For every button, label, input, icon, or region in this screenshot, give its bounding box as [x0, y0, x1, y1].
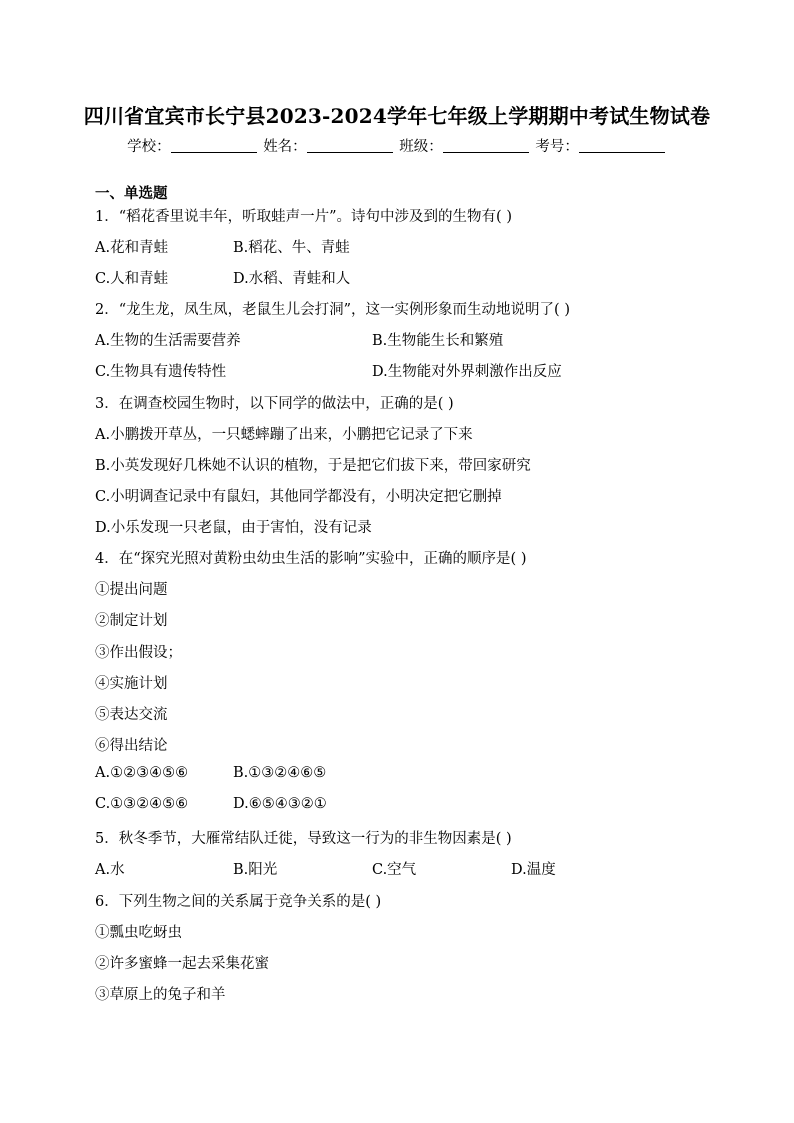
- page-title: 四川省宜宾市长宁县2023-2024学年七年级上学期期中考试生物试卷: [83, 104, 711, 128]
- question-6-item-3: ③草原上的兔子和羊: [95, 987, 226, 1003]
- question-5-option-a: A.水: [95, 862, 125, 878]
- question-3-option-b: B.小英发现好几株她不认识的植物，于是把它们拔下来，带回家研究: [95, 458, 531, 474]
- question-2-option-a: A.生物的生活需要营养: [95, 333, 241, 349]
- section-title: 一、单选题: [95, 185, 168, 202]
- question-3-option-a: A.小鹏拨开草丛，一只蟋蟀蹦了出来，小鹏把它记录了下来: [95, 427, 473, 443]
- question-4-item-3: ③作出假设；: [95, 645, 182, 661]
- question-3-option-c: C.小明调查记录中有鼠妇，其他同学都没有，小明决定把它删掉: [95, 489, 502, 505]
- school-blank[interactable]: [171, 138, 257, 153]
- question-4-item-2: ②制定计划: [95, 613, 168, 629]
- question-4-stem: 4．在“探究光照对黄粉虫幼虫生活的影响”实验中，正确的顺序是( ): [95, 551, 527, 567]
- question-1-option-d: D.水稻、青蛙和人: [233, 271, 351, 287]
- question-4-item-6: ⑥得出结论: [95, 738, 168, 754]
- question-6-item-1: ①瓢虫吃蚜虫: [95, 925, 182, 941]
- name-blank[interactable]: [307, 138, 393, 153]
- question-5-option-c: C.空气: [372, 862, 417, 878]
- question-5-option-d: D.温度: [511, 862, 556, 878]
- question-4-option-a: A.①②③④⑤⑥: [95, 765, 189, 781]
- question-5-stem: 5．秋冬季节，大雁常结队迁徙，导致这一行为的非生物因素是( ): [95, 831, 512, 847]
- class-blank[interactable]: [443, 138, 529, 153]
- name-label: 姓名：: [263, 139, 307, 155]
- question-5-option-b: B.阳光: [233, 862, 278, 878]
- question-2-option-b: B.生物能生长和繁殖: [372, 333, 504, 349]
- question-4-item-4: ④实施计划: [95, 676, 168, 692]
- class-label: 班级：: [399, 139, 443, 155]
- question-4-option-b: B.①③②④⑥⑤: [233, 765, 327, 781]
- question-4-item-5: ⑤表达交流: [95, 707, 168, 723]
- question-1-option-c: C.人和青蛙: [95, 271, 169, 287]
- question-2-option-d: D.生物能对外界刺激作出反应: [372, 364, 562, 380]
- student-info-row: [0, 135, 794, 156]
- question-4-option-d: D.⑥⑤④③②①: [233, 796, 327, 812]
- question-3-option-d: D.小乐发现一只老鼠，由于害怕，没有记录: [95, 520, 372, 536]
- school-label: 学校：: [127, 139, 171, 155]
- exam-number-blank[interactable]: [579, 138, 665, 153]
- question-3-stem: 3．在调查校园生物时，以下同学的做法中，正确的是( ): [95, 396, 454, 412]
- exam-number-label: 考号：: [535, 139, 579, 155]
- question-1-option-b: B.稻花、牛、青蛙: [233, 240, 350, 256]
- question-6-item-2: ②许多蜜蜂一起去采集花蜜: [95, 956, 269, 972]
- question-4-option-c: C.①③②④⑤⑥: [95, 796, 189, 812]
- question-4-item-1: ①提出问题: [95, 582, 168, 598]
- question-6-stem: 6．下列生物之间的关系属于竞争关系的是( ): [95, 894, 382, 910]
- question-2-stem: 2．“龙生龙，凤生凤，老鼠生儿会打洞”，这一实例形象而生动地说明了( ): [95, 302, 570, 318]
- question-1-stem: 1．“稻花香里说丰年，听取蛙声一片”。诗句中涉及到的生物有( ): [95, 209, 512, 225]
- question-1-option-a: A.花和青蛙: [95, 240, 169, 256]
- question-2-option-c: C.生物具有遗传特性: [95, 364, 227, 380]
